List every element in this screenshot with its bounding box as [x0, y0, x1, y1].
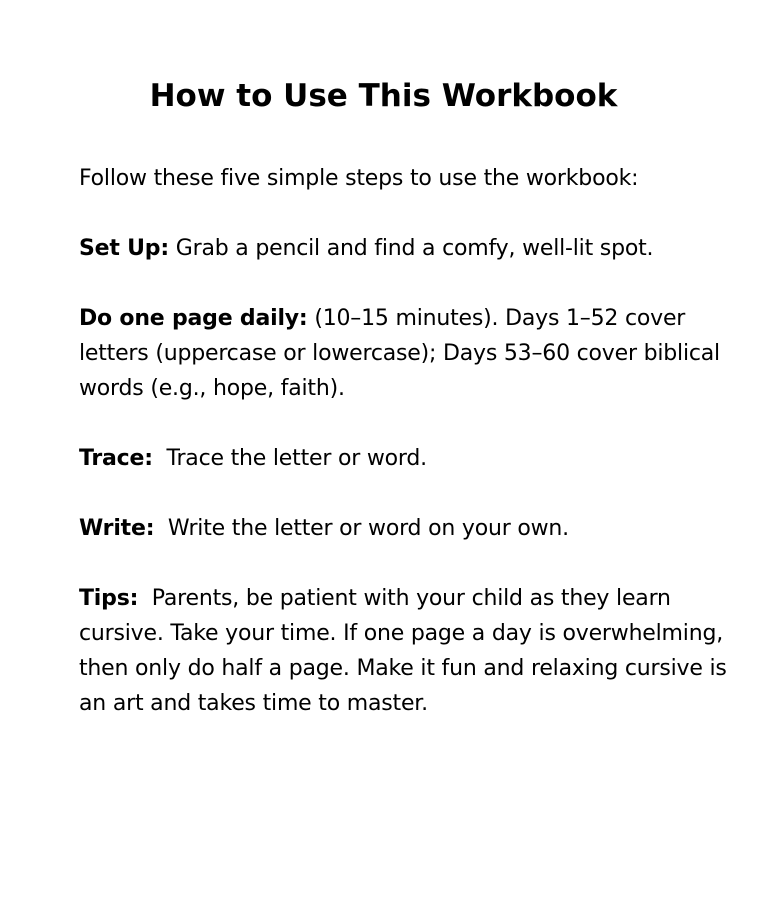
step-trace-label: Trace:	[79, 446, 153, 471]
step-daily	[79, 301, 729, 406]
step-trace	[79, 441, 729, 476]
step-setup-label: Set Up:	[79, 236, 169, 261]
step-trace-text: Trace the letter or word.	[152, 446, 427, 471]
step-setup-text: Grab a pencil and find a comfy, well-lit spot.	[168, 236, 654, 261]
step-daily-label: Do one page daily:	[79, 306, 308, 331]
step-tips-text: Parents, be patient with your child as they learn cursive. Take your time. If one page a day is overwhelming, then only do half a page. Make it fun and relaxing cursive is an art and takes time to master.	[79, 586, 734, 716]
step-daily-text: (10–15 minutes). Days 1–52 cover letters (uppercase or lowercase); Days 53–60 cover biblical words (e.g., hope, faith).	[79, 306, 720, 401]
step-setup	[79, 231, 729, 266]
step-write-text: Write the letter or word on your own.	[154, 516, 569, 541]
step-tips	[79, 581, 734, 721]
page-title: How to Use This Workbook	[149, 78, 618, 114]
instructions-body	[79, 161, 734, 756]
step-write-label: Write:	[79, 516, 155, 541]
step-write	[79, 511, 729, 546]
intro-paragraph: Follow these five simple steps to use the workbook:	[79, 166, 639, 191]
step-tips-label: Tips:	[79, 586, 139, 611]
